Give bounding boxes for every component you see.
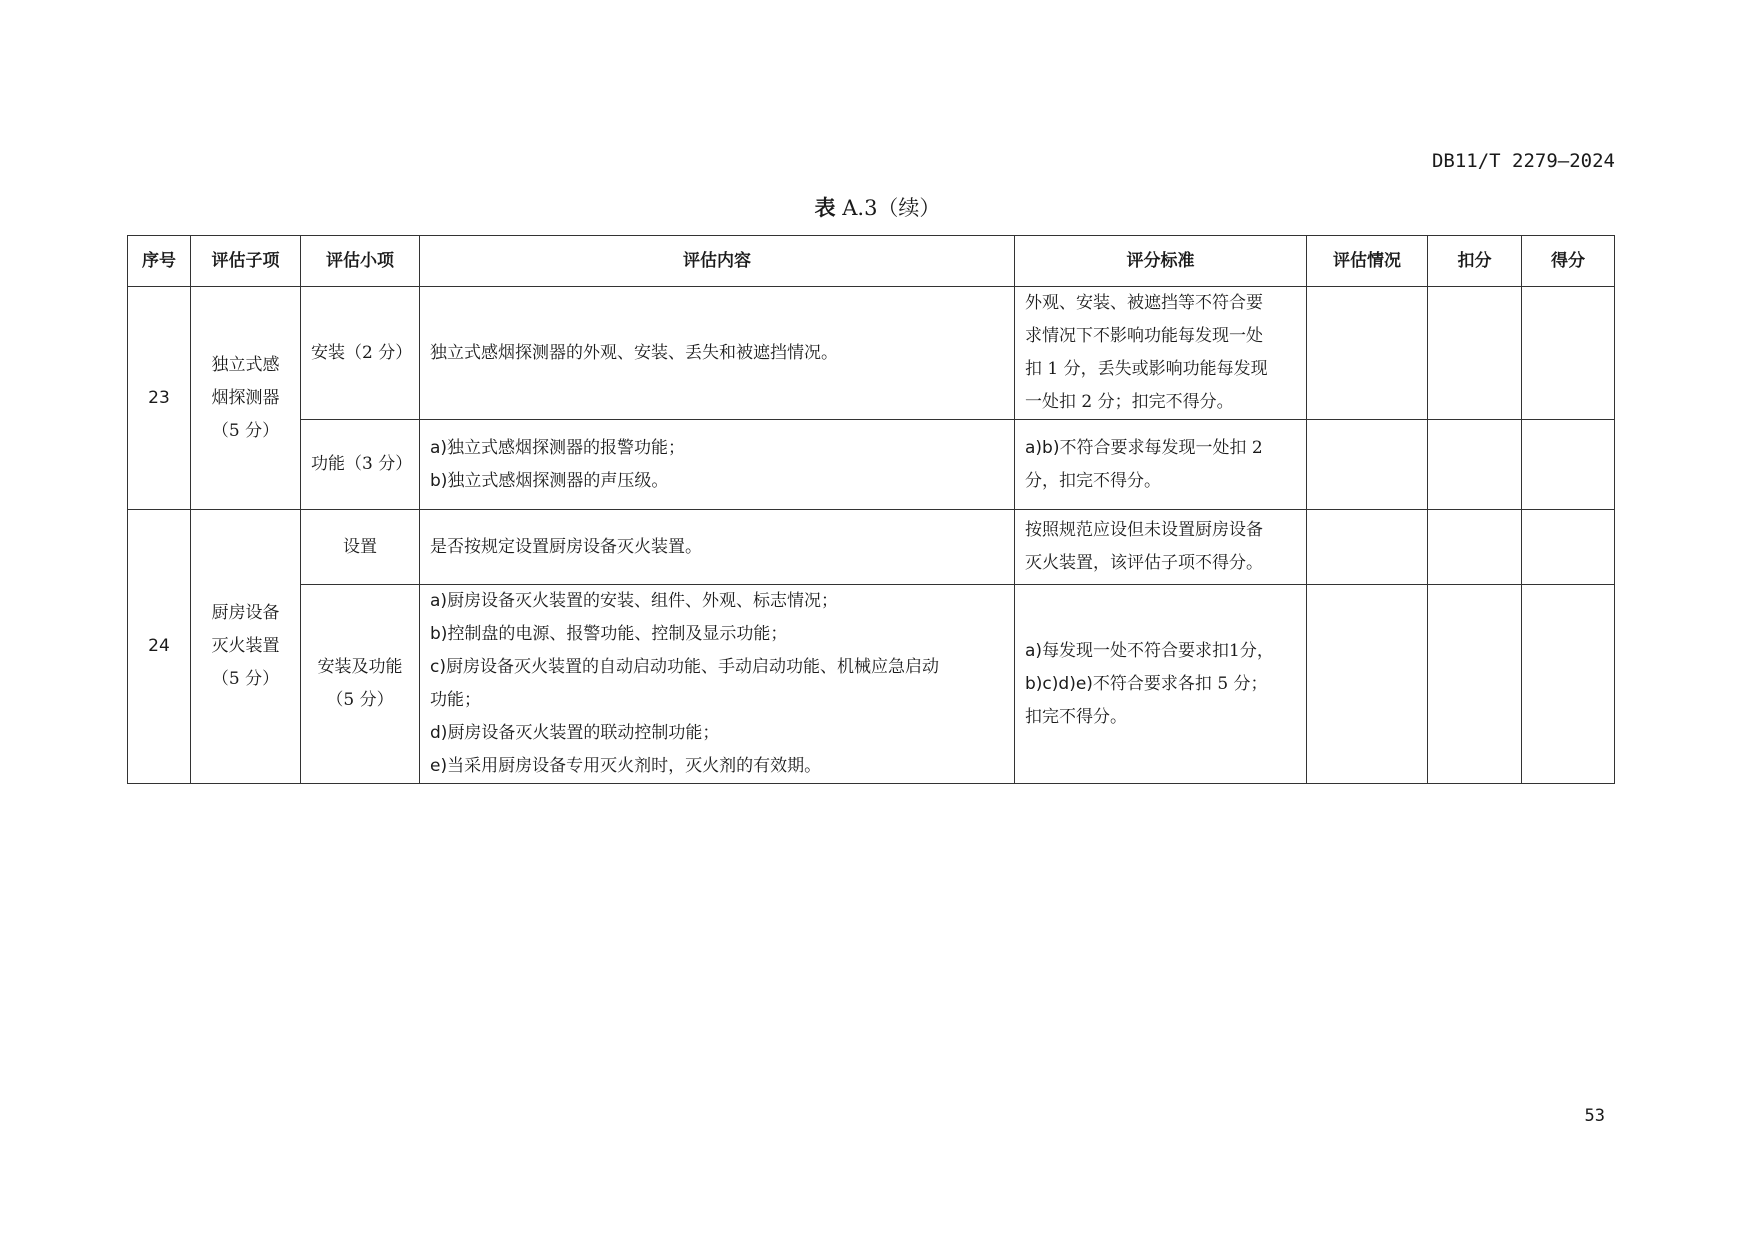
criteria-line (1025, 547, 1296, 580)
content-cell (420, 420, 1015, 510)
content-cell (420, 510, 1015, 585)
item-text: 控制盘的电源、报警功能、控制及显示功能； (447, 624, 788, 644)
header-row (128, 236, 1615, 287)
item-text: 外观、安装、被遮挡等不符合要 (1025, 293, 1263, 313)
table-row (128, 287, 1615, 420)
content-line (430, 750, 1004, 783)
item-text: 每发现一处不符合要求扣1分， (1042, 640, 1274, 661)
item-label: b) (430, 470, 448, 491)
column-header-subitem: 评估子项 (191, 236, 301, 287)
item-text: 是否按规定设置厨房设备灭火装置。 (430, 536, 702, 557)
item-label: d) (430, 723, 448, 743)
criteria-cell (1015, 585, 1307, 784)
item-label: a)b) (1025, 437, 1060, 458)
column-header-status: 评估情况 (1307, 236, 1428, 287)
item-label: b) (430, 624, 448, 644)
status-cell (1307, 510, 1428, 585)
table-title (0, 192, 1755, 222)
criteria-line (1025, 635, 1296, 668)
page-number: 53 (1584, 1106, 1605, 1126)
content-line (430, 337, 1004, 370)
deduction-cell (1428, 420, 1522, 510)
subitem-line: 厨房设备 (211, 603, 280, 623)
table-title-label: A.3（续） (842, 196, 941, 220)
minor-item-line: （5 分） (326, 690, 394, 710)
document-code: DB11/T 2279—2024 (1431, 150, 1615, 172)
score-cell (1522, 510, 1615, 585)
criteria-line (1025, 287, 1296, 320)
item-text: 当采用厨房设备专用灭火剂时，灭火剂的有效期。 (447, 756, 822, 776)
status-cell (1307, 585, 1428, 784)
column-header-index: 序号 (128, 236, 191, 287)
item-text: 不符合要求各扣 5 分； (1092, 673, 1268, 694)
criteria-cell (1015, 510, 1307, 585)
content-line (430, 618, 1004, 651)
item-label: a) (430, 437, 448, 458)
item-text: 厨房设备灭火装置的联动控制功能； (447, 723, 720, 743)
table-row (128, 585, 1615, 784)
item-label: c) (430, 657, 446, 677)
item-text: 扣 1 分，丢失或影响功能每发现 (1025, 359, 1268, 379)
criteria-cell (1015, 420, 1307, 510)
content-cell (420, 585, 1015, 784)
row-index: 23 (128, 287, 191, 510)
content-line (430, 465, 1004, 498)
table-row (128, 420, 1615, 510)
criteria-line (1025, 353, 1296, 386)
subitem-line: （5 分） (211, 669, 280, 689)
criteria-line (1025, 465, 1296, 498)
subitem-line: 灭火装置 (211, 636, 280, 656)
item-text: 独立式感烟探测器的声压级。 (447, 470, 669, 491)
deduction-cell (1428, 287, 1522, 420)
minor-item-cell (301, 585, 420, 784)
status-cell (1307, 420, 1428, 510)
minor-item-line: 设置 (343, 536, 377, 557)
column-header-score: 得分 (1522, 236, 1615, 287)
item-text: 厨房设备灭火装置的自动启动功能、手动启动功能、机械应急启动 (445, 657, 939, 677)
item-text: 分，扣完不得分。 (1025, 470, 1161, 491)
item-text: 按照规范应设但未设置厨房设备 (1025, 520, 1263, 540)
item-text: 不符合要求每发现一处扣 2 (1059, 437, 1263, 458)
criteria-line (1025, 386, 1296, 419)
score-cell (1522, 420, 1615, 510)
content-line (430, 432, 1004, 465)
score-cell (1522, 585, 1615, 784)
criteria-line (1025, 432, 1296, 465)
content-cell (420, 287, 1015, 420)
minor-item-line: 功能（3 分） (311, 454, 413, 474)
content-line (430, 585, 1004, 618)
item-text: 灭火装置，该评估子项不得分。 (1025, 553, 1263, 573)
criteria-line (1025, 320, 1296, 353)
deduction-cell (1428, 585, 1522, 784)
subitem-cell (191, 287, 301, 510)
content-line (430, 531, 1004, 564)
item-text: 扣完不得分。 (1025, 706, 1127, 727)
item-text: 厨房设备灭火装置的安装、组件、外观、标志情况； (447, 591, 839, 611)
minor-item-cell (301, 510, 420, 585)
minor-item-line: 安装及功能 (317, 657, 403, 677)
criteria-line (1025, 514, 1296, 547)
content-line (430, 717, 1004, 750)
evaluation-table (127, 235, 1615, 784)
table-row (128, 510, 1615, 585)
criteria-line (1025, 668, 1296, 701)
row-index: 24 (128, 510, 191, 784)
item-label: b)c)d)e) (1025, 673, 1093, 694)
subitem-line: 烟探测器 (211, 387, 280, 408)
subitem-line: 独立式感 (211, 354, 280, 375)
content-line (430, 684, 1004, 717)
column-header-minor-item: 评估小项 (301, 236, 420, 287)
column-header-content: 评估内容 (420, 236, 1015, 287)
content-line (430, 651, 1004, 684)
deduction-cell (1428, 510, 1522, 585)
item-label: a) (1025, 640, 1043, 661)
table-body (128, 287, 1615, 784)
table-title-prefix: 表 (814, 196, 836, 220)
status-cell (1307, 287, 1428, 420)
column-header-criteria: 评分标准 (1015, 236, 1307, 287)
column-header-deduction: 扣分 (1428, 236, 1522, 287)
minor-item-cell (301, 420, 420, 510)
item-text: 一处扣 2 分；扣完不得分。 (1025, 392, 1234, 412)
item-text: 求情况下不影响功能每发现一处 (1025, 326, 1263, 346)
criteria-line (1025, 701, 1296, 734)
subitem-line: （5 分） (211, 420, 280, 441)
table-header (128, 236, 1615, 287)
criteria-cell (1015, 287, 1307, 420)
minor-item-cell (301, 287, 420, 420)
item-text: 独立式感烟探测器的外观、安装、丢失和被遮挡情况。 (430, 342, 838, 363)
score-cell (1522, 287, 1615, 420)
subitem-cell (191, 510, 301, 784)
item-text: 功能； (430, 690, 481, 710)
minor-item-line: 安装（2 分） (311, 342, 413, 363)
item-label: a) (430, 591, 448, 611)
item-label: e) (430, 756, 448, 776)
item-text: 独立式感烟探测器的报警功能； (447, 437, 686, 458)
